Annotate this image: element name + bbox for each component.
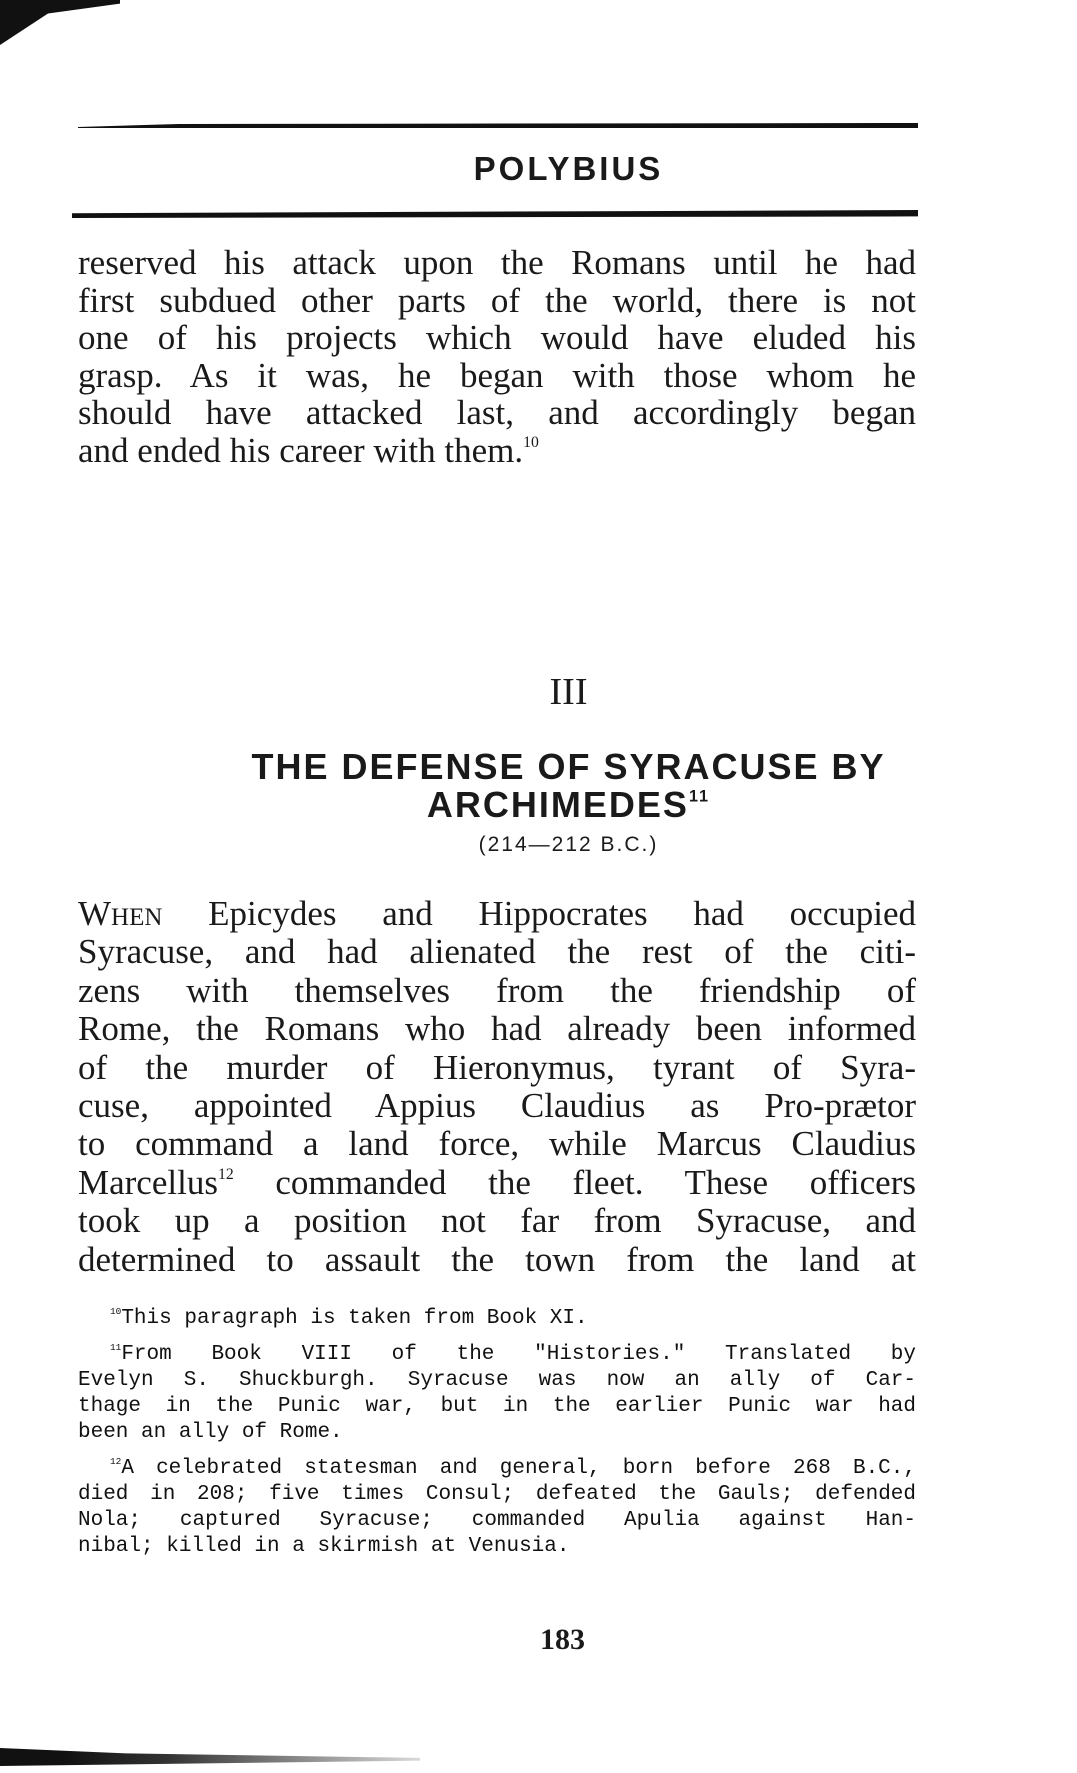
text-line: Rome, the Romans who had already been informed — [78, 1009, 916, 1049]
text-line: grasp. As it was, he began with those whom he — [78, 355, 916, 395]
scan-corner-artifact — [0, 0, 120, 45]
footnote-ref-10: 10 — [523, 433, 539, 451]
text-line: cuse, appointed Appius Claudius as Pro-prætor — [78, 1086, 916, 1126]
footnote-ref-11: 11 — [688, 787, 711, 806]
text-line: to command a land force, while Marcus Claudius — [78, 1124, 916, 1164]
chapter-title-line-1: THE DEFENSE OF SYRACUSE BY — [251, 746, 886, 787]
text-line: first subdued other parts of the world, there is not — [78, 280, 916, 320]
footnote-11 — [78, 1342, 916, 1446]
footnotes — [78, 1306, 916, 1570]
footnote-text: This paragraph is taken from Book XI. — [121, 1307, 588, 1330]
header-rule-top — [78, 123, 918, 128]
page-number: 183 — [540, 1623, 585, 1656]
main-paragraph — [78, 895, 916, 1279]
footnote-12 — [78, 1456, 916, 1560]
footnote-line — [78, 1306, 916, 1332]
footnote-line: nibal; killed in a skirmish at Venusia. — [78, 1535, 570, 1558]
text-line: of the murder of Hieronymus, tyrant of Syra- — [78, 1047, 916, 1087]
text-fragment: commanded the fleet. These officers — [233, 1162, 916, 1202]
running-head: POLYBIUS — [473, 150, 664, 187]
text-fragment: and ended his career with them. — [78, 430, 524, 470]
text-fragment: Marcellus — [78, 1162, 218, 1202]
footnote-10 — [78, 1306, 916, 1332]
footnote-line — [78, 1456, 916, 1482]
footnote-text: A celebrated statesman and general, born before 268 B.C., — [121, 1457, 916, 1480]
text-line — [78, 895, 916, 933]
footnote-line — [78, 1342, 916, 1368]
footnote-line: Evelyn S. Shuckburgh. Syracuse was now an ally of Car- — [78, 1369, 916, 1392]
text-line — [78, 432, 916, 470]
continued-paragraph — [78, 244, 916, 469]
footnote-number: 11 — [110, 1342, 122, 1354]
text-line: should have attacked last, and accordingly began — [78, 393, 916, 432]
text-line: took up a position not far from Syracuse, and — [78, 1201, 916, 1241]
chapter-number: III — [549, 671, 588, 713]
chapter-title-word: ARCHIMEDES — [426, 784, 689, 825]
footnote-number: 12 — [110, 1456, 122, 1468]
footnote-line: been an ally of Rome. — [78, 1421, 343, 1444]
footnote-ref-12: 12 — [217, 1165, 234, 1183]
text-line: determined to assault the town from the land at — [78, 1239, 916, 1279]
text-fragment: Epicydes and Hippocrates had occupied — [162, 894, 916, 933]
text-line: one of his projects which would have eluded his — [78, 318, 916, 357]
text-line: reserved his attack upon the Romans until he had — [78, 243, 916, 282]
header-rule-bottom — [72, 210, 918, 218]
footnote-number: 10 — [110, 1306, 122, 1318]
footnote-line: died in 208; five times Consul; defeated the Gauls; defended — [78, 1483, 916, 1506]
footnote-text: From Book VIII of the "Histories." Translated by — [121, 1343, 916, 1366]
footnote-line: thage in the Punic war, but in the earlier Punic war had — [78, 1395, 916, 1418]
text-line — [78, 1164, 916, 1202]
chapter-title-line-2 — [30, 786, 1077, 824]
footnote-line: Nola; captured Syracuse; commanded Apulia against Han- — [78, 1509, 916, 1532]
text-line: Syracuse, and had alienated the rest of the citi- — [78, 932, 916, 972]
chapter-dates: (214—212 B.C.) — [478, 833, 659, 856]
chapter-title — [30, 748, 1077, 824]
text-line: zens with themselves from the friendship of — [78, 970, 916, 1010]
scan-edge-artifact — [0, 1748, 420, 1766]
opening-word: When — [78, 894, 163, 933]
